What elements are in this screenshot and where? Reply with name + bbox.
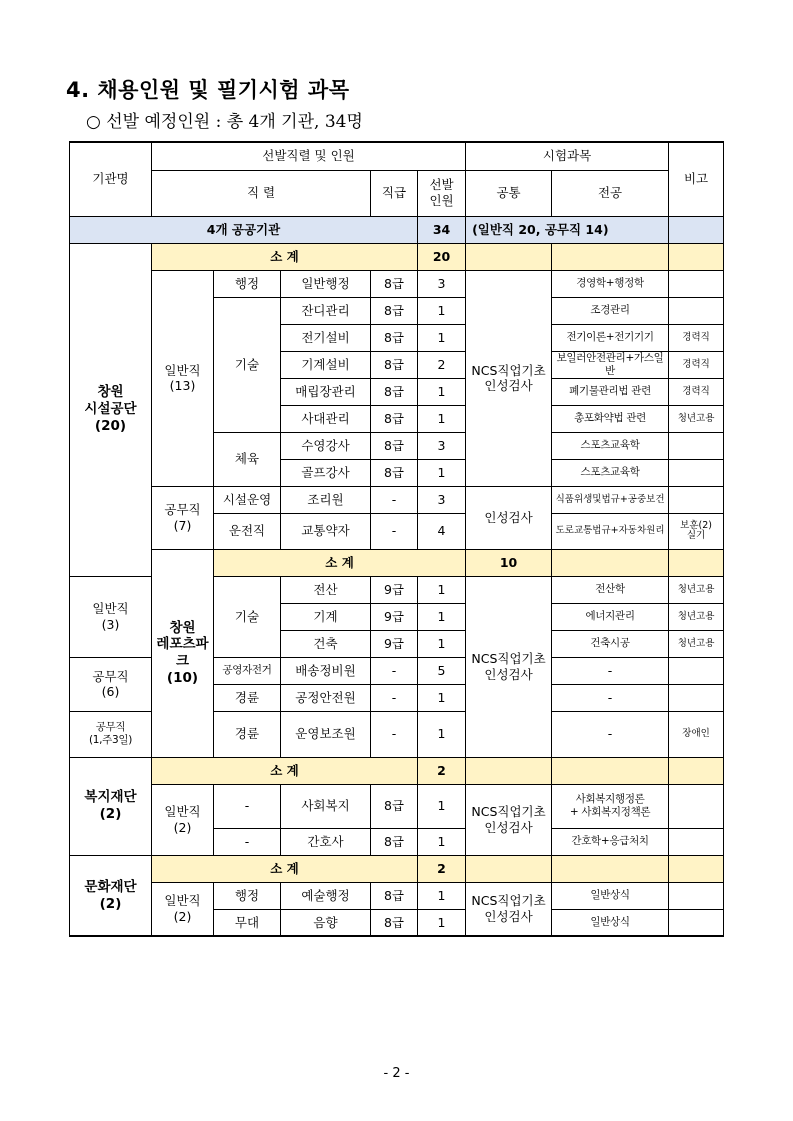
header-series: 직 렬 — [152, 170, 371, 216]
job-category: 공영자전거 — [214, 657, 281, 684]
job-type: 일반직 (2) — [152, 882, 214, 936]
job-category: 체육 — [214, 432, 281, 486]
subtotal-label: 소 계 — [152, 757, 418, 784]
section-subtitle: ○ 선발 예정인원 : 총 4개 기관, 34명 — [86, 112, 363, 132]
job-count: 1 — [418, 882, 466, 909]
exam-major: 일반상식 — [552, 882, 669, 909]
job-series: 기계설비 — [281, 351, 371, 378]
job-count: 3 — [418, 432, 466, 459]
job-category: 시설운영 — [214, 486, 281, 513]
subtotal-count: 2 — [418, 757, 466, 784]
job-series: 배송정비원 — [281, 657, 371, 684]
job-series: 건축 — [281, 630, 371, 657]
remark — [669, 784, 724, 828]
header-position-group: 선발직렬 및 인원 — [152, 142, 466, 170]
job-type: 일반직 (13) — [152, 270, 214, 486]
job-count: 3 — [418, 270, 466, 297]
job-category: 경륜 — [214, 711, 281, 757]
job-series: 사대관리 — [281, 405, 371, 432]
remark — [669, 882, 724, 909]
job-category: 행정 — [214, 270, 281, 297]
exam-major: 전산학 — [552, 576, 669, 603]
job-grade: 8급 — [371, 405, 418, 432]
org-name: 창원 시설공단 (20) — [70, 243, 152, 576]
subtotal-blank — [669, 243, 724, 270]
job-series: 매립장관리 — [281, 378, 371, 405]
job-count: 1 — [418, 297, 466, 324]
job-count: 3 — [418, 486, 466, 513]
job-series: 음향 — [281, 909, 371, 936]
exam-major: 폐기물관리법 관련 — [552, 378, 669, 405]
job-grade: 8급 — [371, 270, 418, 297]
job-grade: - — [371, 657, 418, 684]
subtotal-count: 10 — [466, 549, 552, 576]
subtotal-blank — [552, 855, 669, 882]
exam-major: - — [552, 711, 669, 757]
job-count: 1 — [418, 324, 466, 351]
header-count: 선발 인원 — [418, 170, 466, 216]
job-count: 1 — [418, 405, 466, 432]
job-grade: 8급 — [371, 378, 418, 405]
job-count: 5 — [418, 657, 466, 684]
exam-major: - — [552, 684, 669, 711]
header-exam-group: 시험과목 — [466, 142, 669, 170]
job-grade: 8급 — [371, 297, 418, 324]
exam-major: 사회복지행정론 + 사회복지정책론 — [552, 784, 669, 828]
job-series: 교통약자 — [281, 513, 371, 549]
exam-major: 건축시공 — [552, 630, 669, 657]
subtotal-blank — [552, 243, 669, 270]
subtotal-blank — [552, 757, 669, 784]
job-series: 잔디관리 — [281, 297, 371, 324]
subtotal-blank — [669, 855, 724, 882]
exam-common: 인성검사 — [466, 486, 552, 549]
exam-major: 에너지관리 — [552, 603, 669, 630]
remark — [669, 270, 724, 297]
page-number: - 2 - — [383, 1066, 410, 1081]
subtotal-blank — [552, 549, 669, 576]
header-grade: 직급 — [371, 170, 418, 216]
exam-common: NCS직업기초 인성검사 — [466, 784, 552, 855]
job-series: 사회복지 — [281, 784, 371, 828]
job-grade: 9급 — [371, 603, 418, 630]
job-category: 기술 — [214, 297, 281, 432]
job-grade: 8급 — [371, 432, 418, 459]
job-series: 간호사 — [281, 828, 371, 855]
job-series: 기계 — [281, 603, 371, 630]
job-grade: 8급 — [371, 784, 418, 828]
job-count: 1 — [418, 909, 466, 936]
org-name: 복지재단 (2) — [70, 757, 152, 855]
subtotal-blank — [466, 243, 552, 270]
total-note: (일반직 20, 공무직 14) — [466, 216, 669, 243]
exam-major: 총포화약법 관련 — [552, 405, 669, 432]
remark — [669, 459, 724, 486]
job-series: 전기설비 — [281, 324, 371, 351]
header-remarks: 비고 — [669, 142, 724, 216]
exam-common: NCS직업기초 인성검사 — [466, 576, 552, 757]
total-label: 4개 공공기관 — [70, 216, 418, 243]
job-type: 공무직 (1,주3일) — [70, 711, 152, 757]
job-count: 1 — [418, 459, 466, 486]
job-grade: - — [371, 486, 418, 513]
subtotal-label: 소 계 — [214, 549, 466, 576]
job-type: 일반직 (2) — [152, 784, 214, 855]
subtotal-blank — [669, 549, 724, 576]
remark: 청년고용 — [669, 405, 724, 432]
job-grade: - — [371, 684, 418, 711]
job-series: 전산 — [281, 576, 371, 603]
job-count: 2 — [418, 351, 466, 378]
job-grade: 9급 — [371, 630, 418, 657]
remark: 경력직 — [669, 378, 724, 405]
job-count: 1 — [418, 603, 466, 630]
subtotal-count: 2 — [418, 855, 466, 882]
subtotal-blank — [669, 757, 724, 784]
job-grade: 9급 — [371, 576, 418, 603]
remark: 보훈(2) 실기 — [669, 513, 724, 549]
job-series: 일반행정 — [281, 270, 371, 297]
job-count: 1 — [418, 630, 466, 657]
job-count: 4 — [418, 513, 466, 549]
job-grade: 8급 — [371, 351, 418, 378]
exam-major: 도로교통법규+자동차원리 — [552, 513, 669, 549]
remark — [669, 297, 724, 324]
section-title: 4. 채용인원 및 필기시험 과목 — [66, 78, 350, 102]
job-category: 기술 — [214, 576, 281, 657]
job-count: 1 — [418, 784, 466, 828]
job-series: 예술행정 — [281, 882, 371, 909]
job-grade: 8급 — [371, 324, 418, 351]
job-grade: 8급 — [371, 459, 418, 486]
recruitment-table — [69, 141, 724, 937]
remark: 청년고용 — [669, 630, 724, 657]
job-grade: 8급 — [371, 909, 418, 936]
exam-major: 보일러안전관리+가스일반 — [552, 351, 669, 378]
org-name: 창원 레포츠파크 (10) — [152, 549, 214, 757]
exam-major: 식품위생및법규+공중보건 — [552, 486, 669, 513]
subtotal-blank — [466, 757, 552, 784]
remark: 경력직 — [669, 351, 724, 378]
job-type: 일반직 (3) — [70, 576, 152, 657]
subtotal-label: 소 계 — [152, 855, 418, 882]
remark — [669, 909, 724, 936]
subtotal-blank — [466, 855, 552, 882]
exam-major: 조경관리 — [552, 297, 669, 324]
job-count: 1 — [418, 711, 466, 757]
job-type: 공무직 (6) — [70, 657, 152, 711]
job-category: 경륜 — [214, 684, 281, 711]
remark: 청년고용 — [669, 603, 724, 630]
exam-common: NCS직업기초 인성검사 — [466, 270, 552, 486]
exam-major: - — [552, 657, 669, 684]
job-series: 조리원 — [281, 486, 371, 513]
exam-major: 스포츠교육학 — [552, 459, 669, 486]
job-series: 운영보조원 — [281, 711, 371, 757]
header-org: 기관명 — [70, 142, 152, 216]
job-grade: - — [371, 513, 418, 549]
job-count: 1 — [418, 576, 466, 603]
remark: 경력직 — [669, 324, 724, 351]
exam-major: 전기이론+전기기기 — [552, 324, 669, 351]
exam-major: 일반상식 — [552, 909, 669, 936]
total-remark — [669, 216, 724, 243]
remark: 장애인 — [669, 711, 724, 757]
remark — [669, 432, 724, 459]
job-category: - — [214, 784, 281, 828]
exam-common: NCS직업기초 인성검사 — [466, 882, 552, 936]
header-common: 공통 — [466, 170, 552, 216]
exam-major: 스포츠교육학 — [552, 432, 669, 459]
subtotal-count: 20 — [418, 243, 466, 270]
exam-major: 경영학+행정학 — [552, 270, 669, 297]
job-grade: 8급 — [371, 882, 418, 909]
remark: 청년고용 — [669, 576, 724, 603]
job-series: 수영강사 — [281, 432, 371, 459]
job-count: 1 — [418, 684, 466, 711]
exam-major: 간호학+응급처치 — [552, 828, 669, 855]
job-category: - — [214, 828, 281, 855]
remark — [669, 486, 724, 513]
subtotal-label: 소 계 — [152, 243, 418, 270]
org-name: 문화재단 (2) — [70, 855, 152, 936]
remark — [669, 828, 724, 855]
job-grade: - — [371, 711, 418, 757]
total-count: 34 — [418, 216, 466, 243]
job-category: 무대 — [214, 909, 281, 936]
job-series: 골프강사 — [281, 459, 371, 486]
job-grade: 8급 — [371, 828, 418, 855]
job-type: 공무직 (7) — [152, 486, 214, 549]
job-category: 행정 — [214, 882, 281, 909]
header-major: 전공 — [552, 170, 669, 216]
job-count: 1 — [418, 378, 466, 405]
remark — [669, 684, 724, 711]
job-category: 운전직 — [214, 513, 281, 549]
remark — [669, 657, 724, 684]
job-series: 공정안전원 — [281, 684, 371, 711]
job-count: 1 — [418, 828, 466, 855]
